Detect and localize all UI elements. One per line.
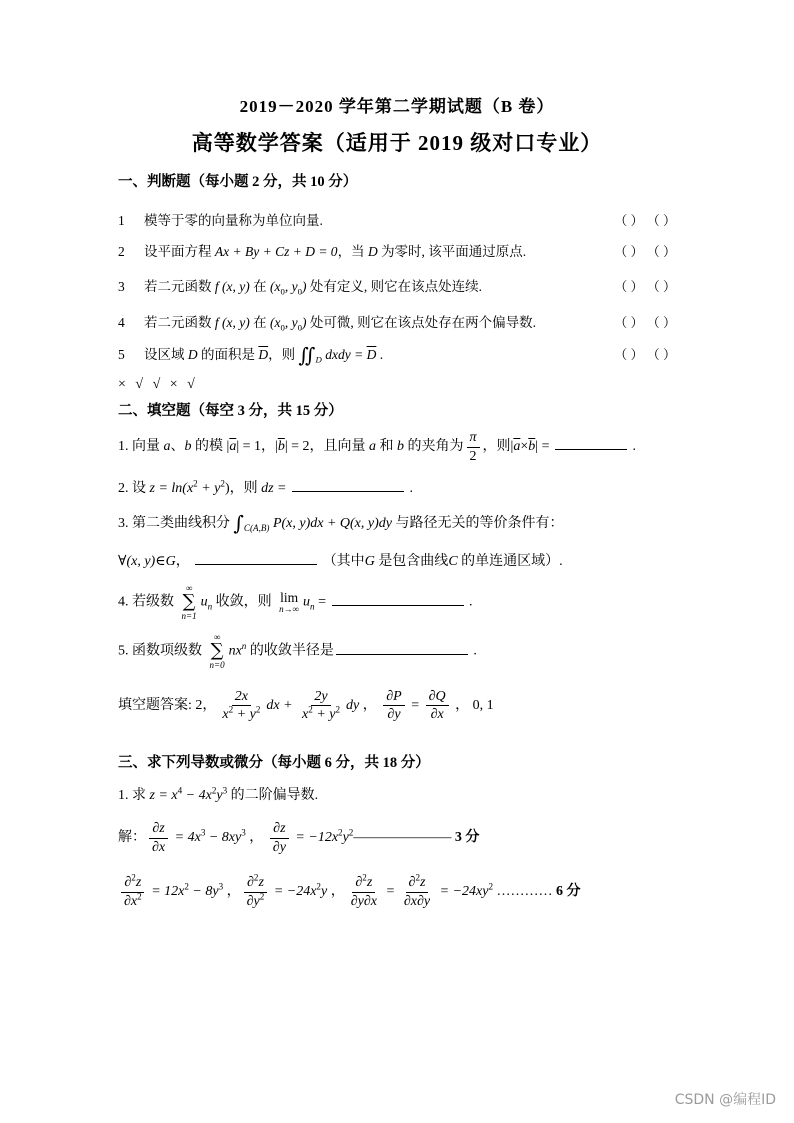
fill-item-3-line-2: ∀(x, y)∈G， （其中G 是包含曲线C 的单连通区域）. <box>118 550 676 572</box>
csdn-watermark: CSDN @编程ID <box>674 1092 776 1108</box>
judge-item-2-answer-brackets: （ ） （ ） <box>614 244 676 260</box>
judge-item-2 <box>118 243 676 261</box>
judge-item-4-text: 若二元函数 f (x, y) 在 ($x_0$, $y_0$) 处可微, 则它在该点处存在两个偏导数. <box>144 314 537 333</box>
fill-item-3-line-1: 3. 第二类曲线积分 $\int_{C(A,B)}$ P(x, y)dx + Q(x, y)dy 与路径无关的等价条件有： <box>118 511 564 536</box>
judge-item-4-number: 4 <box>118 314 125 330</box>
derivative-solution-line-2: $\frac{\partial^2z}{\partial x^2}$ = $12x^2 - 8y^3$ ， $\frac{\partial^2z}{\partial y^2}$ = $-24x^2y$ ， $\frac{\partial^2z}{\partial y\partial x}$ = $\frac{\partial^2z}{\partial x\partial y}$ = $-24xy^2$ ………… 6 分 <box>118 874 676 910</box>
judge-item-3 <box>118 278 676 296</box>
derivative-question-1: 1. 求 $z = x^4 - 4x^2y^3$ 的二阶偏导数. <box>118 785 319 804</box>
judge-item-3-answer-brackets: （ ） （ ） <box>614 279 676 295</box>
judge-item-4-answer-brackets: （ ） （ ） <box>614 314 676 330</box>
judge-item-1-answer-brackets: （ ） （ ） <box>614 212 676 228</box>
answer-sheet-title: 高等数学答案（适用于 2019 级对口专业） <box>191 130 603 155</box>
answer-blank <box>195 550 317 565</box>
judge-item-2-text: 设平面方程 Ax + By + Cz + D = 0，当 D 为零时, 该平面通过原点. <box>144 244 527 260</box>
answer-blank <box>555 435 627 450</box>
answer-blank <box>336 640 468 655</box>
derivative-solution-line-1: 解： $\frac{\partial z}{\partial x}$ = $4x^3 - 8xy^3$ ， $\frac{\partial z}{\partial y}$ = $-12x^2y^2———————$ 3 分 <box>118 821 480 855</box>
judge-item-1 <box>118 212 676 230</box>
fill-answers: 填空题答案: 2， $\frac{2x}{x^2 + y^2}$ dx + $\frac{2y}{x^2 + y^2}$ dy ， $\frac{\partial P}{\partial y}$ = $\frac{\partial Q}{\partial x}$ ， 0, 1 <box>118 688 494 723</box>
judge-item-1-text: 模等于零的向量称为单位向量. <box>144 212 323 228</box>
document-content <box>118 96 676 910</box>
judge-item-2-number: 2 <box>118 244 125 260</box>
judge-item-3-text: 若二元函数 f (x, y) 在 ($x_0$, $y_0$) 处有定义, 则它在该点处连续. <box>144 279 483 297</box>
answer-blank <box>292 477 404 492</box>
judge-item-3-number: 3 <box>118 279 125 295</box>
fill-item-1: 1. 向量 a、b 的模 $|\overline{a}| = 1$，$|\overline{b}| = 2$，且向量 a 和 b 的夹角为 $\frac{\pi}{2}$ ，则$|\overline{a}\times\overline{b}|$ = . <box>118 430 636 464</box>
judge-item-5-answer-brackets: （ ） （ ） <box>614 346 676 362</box>
judge-item-4 <box>118 314 676 332</box>
section-derivative-heading: 三、求下列导数或微分（每小题 6 分，共 18 分） <box>118 754 430 771</box>
judge-answers: × √ √ × √ <box>118 376 198 392</box>
fill-item-5: 5. 函数项级数 ∞ ∑ n=0 $nx^n$ 的收敛半径是 . <box>118 631 477 670</box>
fill-item-4: 4. 若级数 ∞ ∑ n=1 $u_n$ 收敛，则 lim n→∞ $u_n$ = . <box>118 582 473 621</box>
section-fill-heading: 二、填空题（每空 3 分，共 15 分） <box>118 402 343 419</box>
exam-title: 2019－2020 学年第二学期试题（B 卷） <box>239 97 555 116</box>
answer-blank <box>332 591 464 606</box>
fill-item-2: 2. 设 $z = \ln(x^2 + y^2)$，则 dz = . <box>118 478 414 497</box>
judge-item-5 <box>118 342 676 367</box>
judge-item-5-text: 设区域 D 的面积是 $\overline{D}$，则 $∬_D$ dxdy = $\overline{D}$ . <box>144 342 384 367</box>
judge-item-1-number: 1 <box>118 212 125 228</box>
section-judge-heading: 一、判断题（每小题 2 分，共 10 分） <box>118 174 358 191</box>
judge-item-5-number: 5 <box>118 346 125 362</box>
